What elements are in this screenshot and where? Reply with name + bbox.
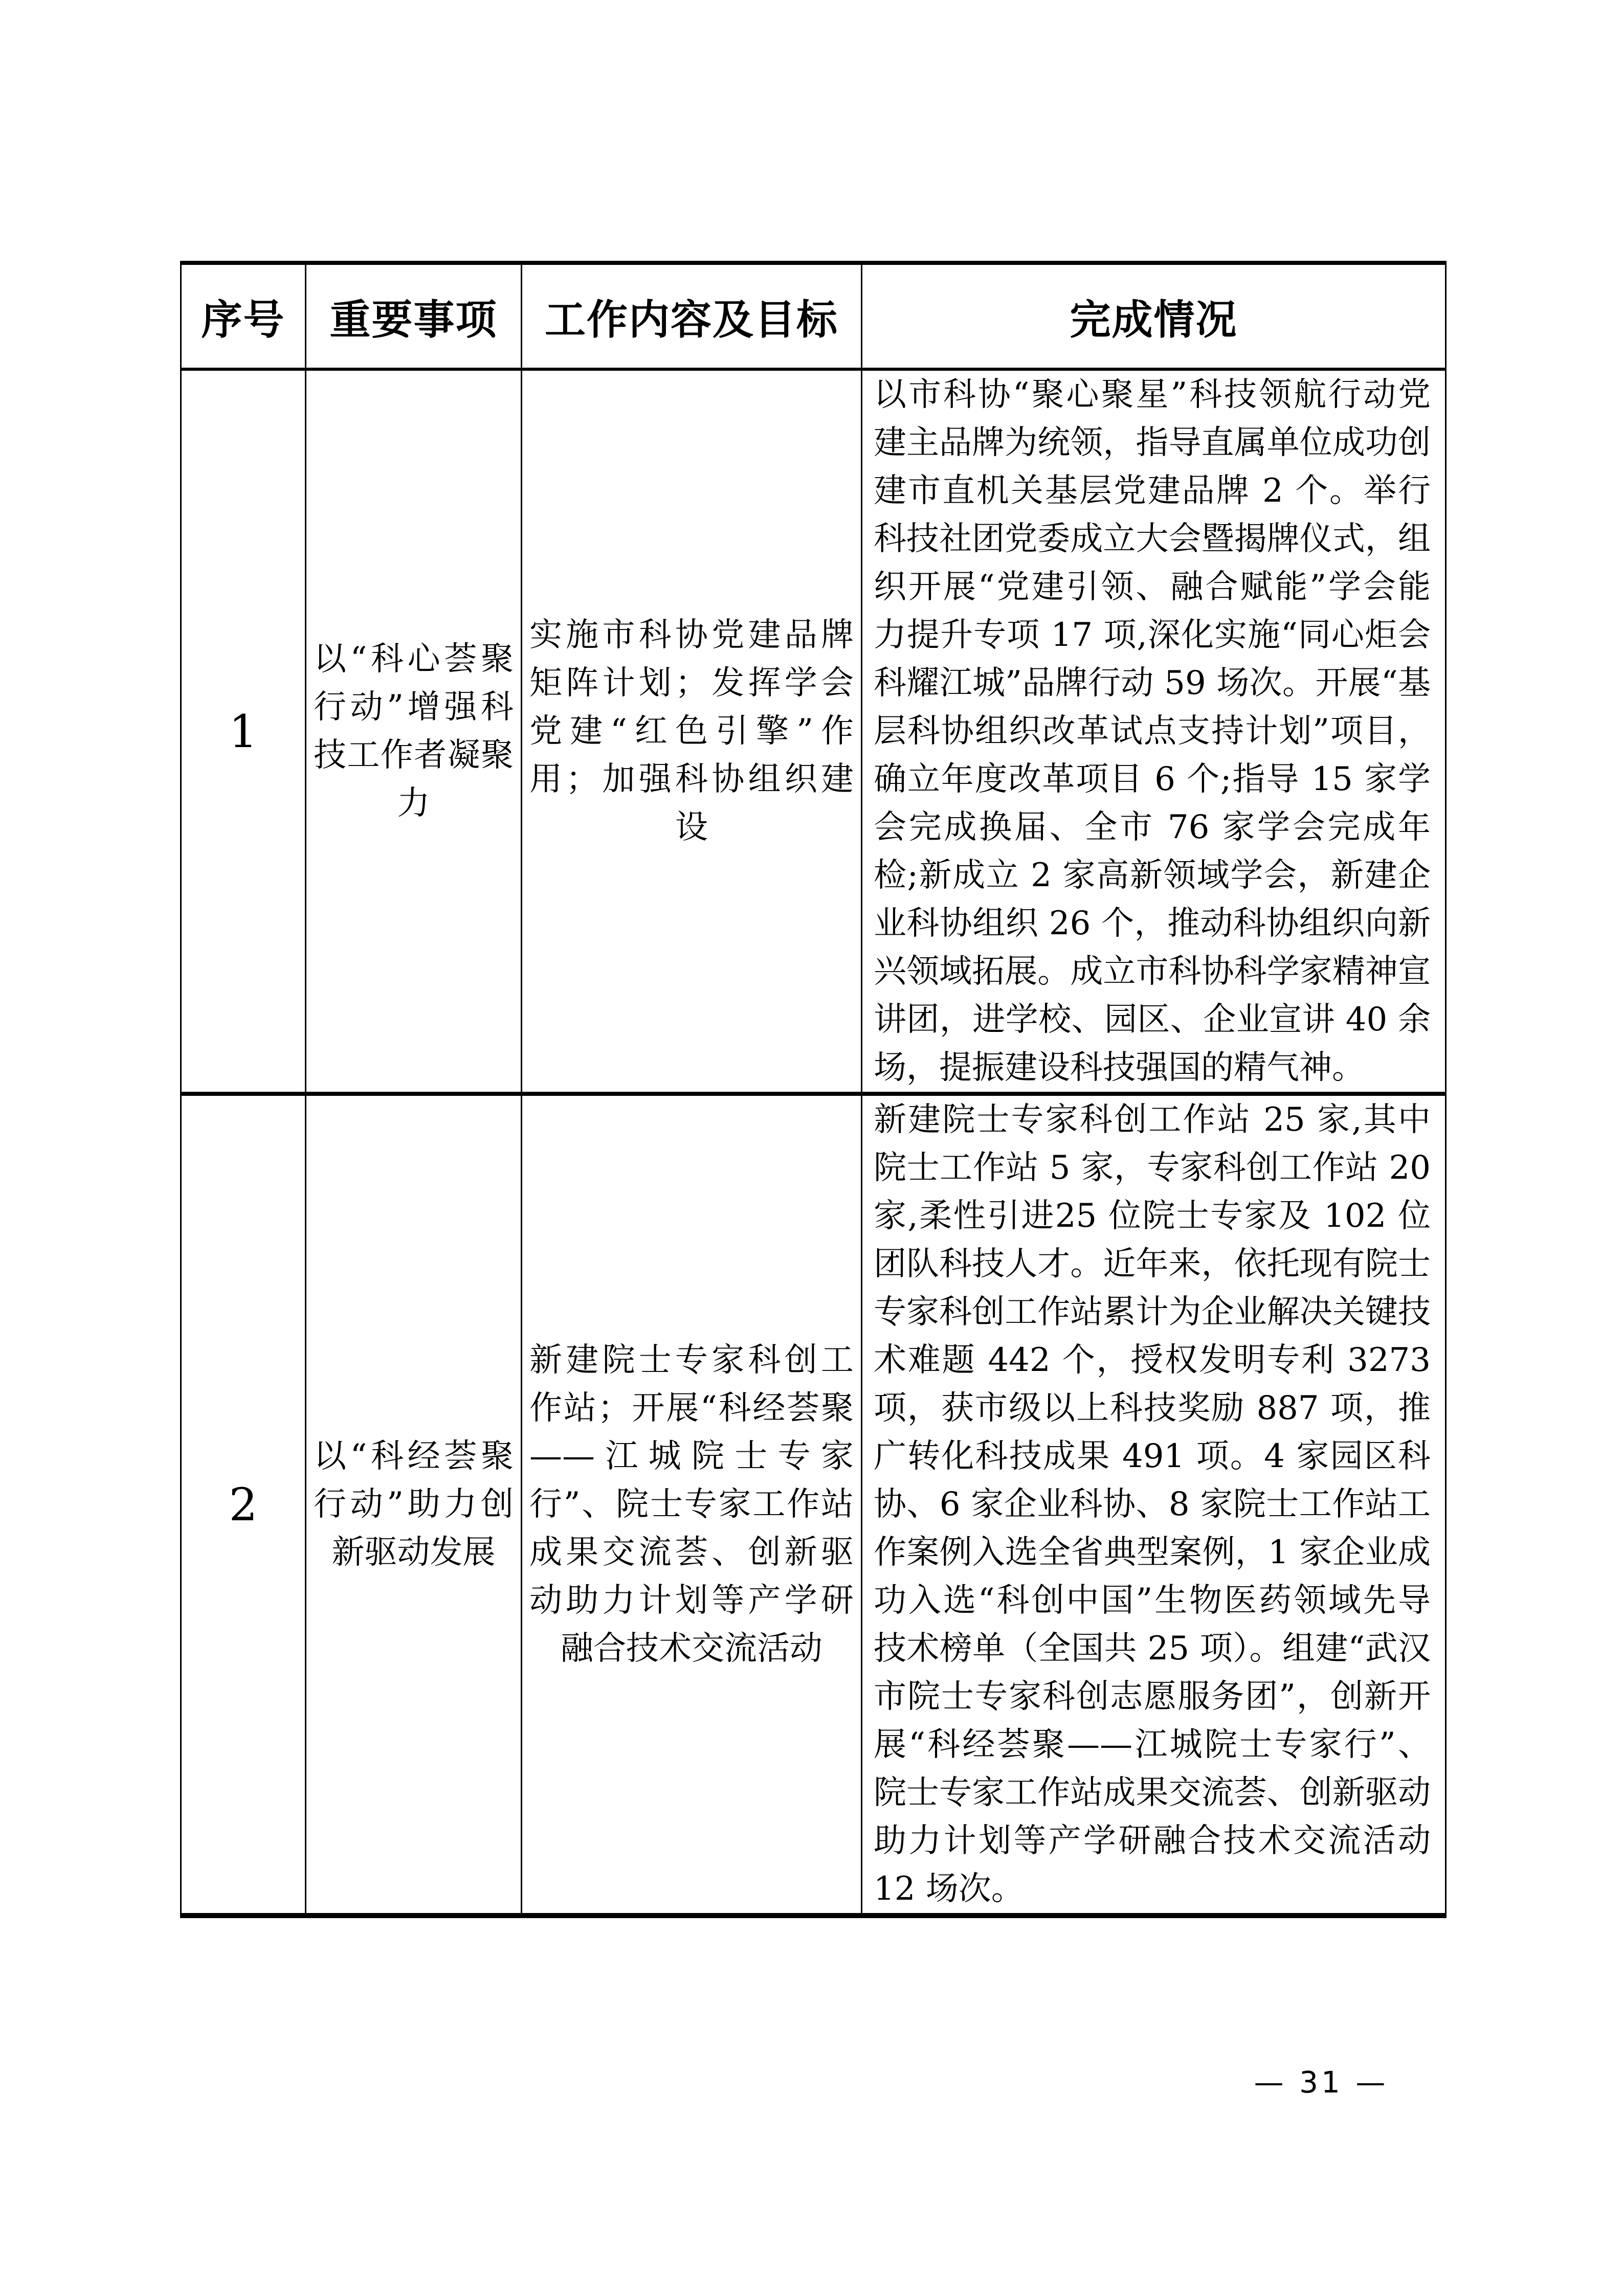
row2-work-content-goal: 新建院士专家科创工作站；开展“科经荟聚——江城院士专家行”、院士专家工作站成果交流荟、创新驱动助力计划等产学研融合技术交流活动 [522, 1094, 862, 1916]
row1-serial-number: 1 [181, 369, 306, 1094]
row2-important-item: 以“科经荟聚行动”助力创新驱动发展 [306, 1094, 522, 1916]
row2-serial-number: 2 [181, 1094, 306, 1916]
header-work-content-goal: 工作内容及目标 [522, 263, 862, 369]
row1-important-item: 以“科心荟聚行动”增强科技工作者凝聚力 [306, 369, 522, 1094]
row1-work-content-goal: 实施市科协党建品牌矩阵计划；发挥学会党建“红色引擎”作用；加强科协组织建设 [522, 369, 862, 1094]
page-number: — 31 — [1254, 2065, 1389, 2100]
row2-completion-status: 新建院士专家科创工作站 25 家,其中院士工作站 5 家，专家科创工作站 20 家,柔性引进25 位院士专家及 102 位团队科技人才。近年来，依托现有院士专家科创工作站累计为企业解决关键技术难题 442 个，授权发明专利 3273 项，获市级以上科技奖励 887 项，推广转化科技成果 491 项。4 家园区科协、6 家企业科协、8 家院士工作站工作案例入选全省典型案例，1 家企业成功入选“科创中国”生物医药领域先导技术榜单（全国共 25 项）。组建“武汉市院士专家科创志愿服务团”，创新开展“科经荟聚——江城院士专家行”、院士专家工作站成果交流荟、创新驱动助力计划等产学研融合技术交流活动 12 场次。 [862, 1094, 1446, 1916]
row1-completion-status: 以市科协“聚心聚星”科技领航行动党建主品牌为统领，指导直属单位成功创建市直机关基层党建品牌 2 个。举行科技社团党委成立大会暨揭牌仪式，组织开展“党建引领、融合赋能”学会能力提升专项 17 项,深化实施“同心炬会 科耀江城”品牌行动 59 场次。开展“基层科协组织改革试点支持计划”项目，确立年度改革项目 6 个;指导 15 家学会完成换届、全市 76 家学会完成年检;新成立 2 家高新领域学会，新建企业科协组织 26 个，推动科协组织向新兴领域拓展。成立市科协科学家精神宣讲团，进学校、园区、企业宣讲 40 余场，提振建设科技强国的精气神。 [862, 369, 1446, 1094]
work-completion-table [180, 261, 1447, 1918]
header-important-item: 重要事项 [306, 263, 522, 369]
header-serial-number: 序号 [181, 263, 306, 369]
table-header-row [181, 263, 1446, 369]
header-completion-status: 完成情况 [862, 263, 1446, 369]
table-row [181, 1094, 1446, 1916]
table-row [181, 369, 1446, 1094]
